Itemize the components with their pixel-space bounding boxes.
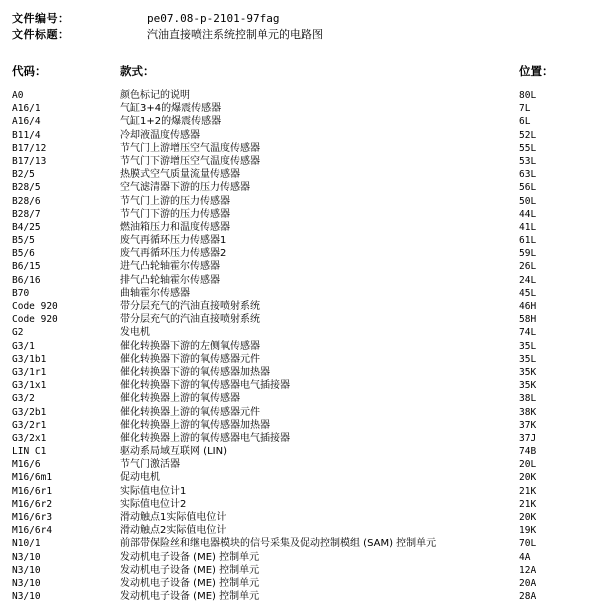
table-row [0,485,608,498]
row-code: A16/1 [12,103,41,115]
row-code: B5/6 [12,248,35,260]
row-code: N10/1 [12,538,41,550]
row-code: M16/6r3 [12,512,53,523]
table-row [0,511,608,524]
row-code: G3/1b1 [12,353,47,365]
row-position: 38K [519,406,537,418]
table-row [0,247,608,260]
table-row [0,115,608,128]
row-position: 37K [519,419,537,431]
doc-number-value: pe07.08-p-2101-97fag [147,12,280,25]
row-description: 催化转换器下游的氧传感器电气插接器 [120,380,290,392]
row-description: 冷却液温度传感器 [120,129,200,141]
row-code: B2/5 [12,169,35,181]
row-description: 发动机电子设备 (ME) 控制单元 [120,577,260,589]
row-position: 74L [519,327,537,339]
row-code: Code 920 [12,301,58,312]
row-position: 74B [519,446,537,458]
table-row [0,234,608,247]
row-position: 44L [519,208,537,220]
row-code: N3/10 [12,591,41,603]
row-code: B5/5 [12,235,35,247]
row-description: 进气凸轮轴霍尔传感器 [120,261,220,273]
row-position: 12A [519,564,537,576]
row-position: 4A [519,551,531,563]
row-position: 19K [519,525,537,537]
row-code: G2 [12,327,24,339]
table-row [0,274,608,287]
table-row [0,168,608,181]
row-position: 52L [519,129,537,141]
row-code: Code 920 [12,314,58,326]
table-row [0,313,608,326]
table-row [0,577,608,590]
column-header-code: 代码： [12,64,47,78]
row-description: 发动机电子设备 (ME) 控制单元 [120,551,260,563]
row-description: 废气再循环压力传感器1 [120,235,227,247]
row-description: 滑动触点2实际值电位计 [120,525,227,537]
row-code: B28/5 [12,182,41,194]
row-code: LIN C1 [12,446,47,458]
row-position: 21K [519,498,537,510]
table-row [0,129,608,142]
row-code: A16/4 [12,116,41,128]
row-position: 20K [519,472,537,484]
row-position: 46H [519,301,537,312]
column-header-description: 款式： [120,64,155,78]
row-description: 带分层充气的汽油直接喷射系统 [120,301,260,312]
table-row [0,181,608,194]
table-row [0,537,608,550]
row-code: M16/6r1 [12,485,53,497]
row-code: G3/2x1 [12,432,47,444]
row-code: G3/1x1 [12,380,47,392]
row-code: B17/12 [12,142,47,154]
row-position: 59L [519,248,537,260]
row-position: 45L [519,287,537,299]
row-description: 催化转换器上游的氧传感器电气插接器 [120,432,290,444]
table-row [0,498,608,511]
row-code: M16/6r2 [12,498,53,510]
table-row [0,379,608,392]
table-header [0,64,608,78]
row-position: 7L [519,103,531,115]
row-description: 排气凸轮轴霍尔传感器 [120,274,220,286]
row-position: 35L [519,353,537,365]
row-description: 燃油箱压力和温度传感器 [120,221,230,233]
row-code: B70 [12,287,30,299]
row-description: 滑动触点1实际值电位计 [120,512,227,523]
table-row [0,524,608,537]
row-code: B6/16 [12,274,41,286]
row-description: 催化转换器上游的氧传感器元件 [120,406,260,418]
row-position: 6L [519,116,531,128]
row-position: 35K [519,366,537,378]
row-position: 24L [519,274,537,286]
row-description: 实际值电位计2 [120,498,187,510]
table-row [0,195,608,208]
row-position: 55L [519,142,537,154]
table-row [0,590,608,603]
row-description: 发动机电子设备 (ME) 控制单元 [120,591,260,603]
row-description: 带分层充气的汽油直接喷射系统 [120,314,260,326]
row-position: 28A [519,591,537,603]
row-position: 20L [519,459,537,471]
row-position: 20A [519,577,537,589]
table-row [0,366,608,379]
table-row [0,551,608,564]
row-code: G3/1 [12,340,35,352]
row-description: 节气门下游的压力传感器 [120,208,230,220]
row-code: B11/4 [12,129,41,141]
row-description: 气缸3+4的爆震传感器 [120,103,222,115]
component-table [0,89,608,603]
row-position: 20K [519,512,537,523]
row-position: 21K [519,485,537,497]
row-position: 61L [519,235,537,247]
row-position: 56L [519,182,537,194]
row-code: B28/7 [12,208,41,220]
row-code: M16/6r4 [12,525,53,537]
row-position: 38L [519,393,537,405]
row-description: 节气门激活器 [120,459,180,471]
row-description: 催化转换器上游的氧传感器 [120,393,240,405]
row-description: 催化转换器上游的氧传感器加热器 [120,419,270,431]
row-description: 节气门下游增压空气温度传感器 [120,155,260,167]
row-description: 废气再循环压力传感器2 [120,248,227,260]
row-description: 节气门上游增压空气温度传感器 [120,142,260,154]
table-row [0,353,608,366]
row-description: 空气滤清器下游的压力传感器 [120,182,250,194]
row-code: N3/10 [12,577,41,589]
row-position: 58H [519,314,537,326]
row-position: 63L [519,169,537,181]
row-description: 实际值电位计1 [120,485,187,497]
table-row [0,260,608,273]
row-code: B6/15 [12,261,41,273]
table-row [0,326,608,339]
row-description: 节气门上游的压力传感器 [120,195,230,207]
row-description: 颜色标记的说明 [120,90,190,101]
row-position: 35L [519,340,537,352]
table-row [0,89,608,102]
table-row [0,340,608,353]
table-row [0,419,608,432]
table-row [0,564,608,577]
table-row [0,155,608,168]
table-row [0,208,608,221]
row-position: 50L [519,195,537,207]
row-description: 催化转换器下游的氧传感器元件 [120,353,260,365]
row-description: 驱动系局域互联网 (LIN) [120,446,227,458]
table-row [0,392,608,405]
row-description: 气缸1+2的爆震传感器 [120,116,222,128]
row-description: 发电机 [120,327,150,339]
row-position: 37J [519,432,537,444]
row-description: 热膜式空气质量流量传感器 [120,169,240,181]
table-row [0,471,608,484]
table-row [0,458,608,471]
row-code: A0 [12,90,24,101]
row-position: 35K [519,380,537,392]
row-description: 前部带保险丝和继电器模块的信号采集及促动控制模组 (SAM) 控制单元 [120,538,437,550]
row-description: 催化转换器下游的左侧氧传感器 [120,340,260,352]
row-description: 催化转换器下游的氧传感器加热器 [120,366,270,378]
row-code: B28/6 [12,195,41,207]
doc-title-label: 文件标题： [12,28,70,41]
row-code: B17/13 [12,155,47,167]
row-code: M16/6 [12,459,41,471]
table-row [0,432,608,445]
table-row [0,142,608,155]
table-row [0,221,608,234]
table-row [0,287,608,300]
row-code: G3/2 [12,393,35,405]
row-code: G3/1r1 [12,366,47,378]
row-code: N3/10 [12,551,41,563]
row-code: M16/6m1 [12,472,53,484]
row-position: 70L [519,538,537,550]
table-row [0,406,608,419]
table-row [0,445,608,458]
row-position: 53L [519,155,537,167]
row-position: 80L [519,90,537,101]
row-code: B4/25 [12,221,41,233]
row-description: 曲轴霍尔传感器 [120,287,190,299]
table-row [0,300,608,313]
row-code: N3/10 [12,564,41,576]
doc-title-value: 汽油直接喷注系统控制单元的电路图 [147,28,323,41]
row-position: 26L [519,261,537,273]
row-position: 41L [519,221,537,233]
row-description: 发动机电子设备 (ME) 控制单元 [120,564,260,576]
column-header-position: 位置： [519,64,554,78]
row-code: G3/2b1 [12,406,47,418]
doc-number-label: 文件编号： [12,12,70,25]
table-row [0,102,608,115]
row-code: G3/2r1 [12,419,47,431]
row-description: 促动电机 [120,472,160,484]
